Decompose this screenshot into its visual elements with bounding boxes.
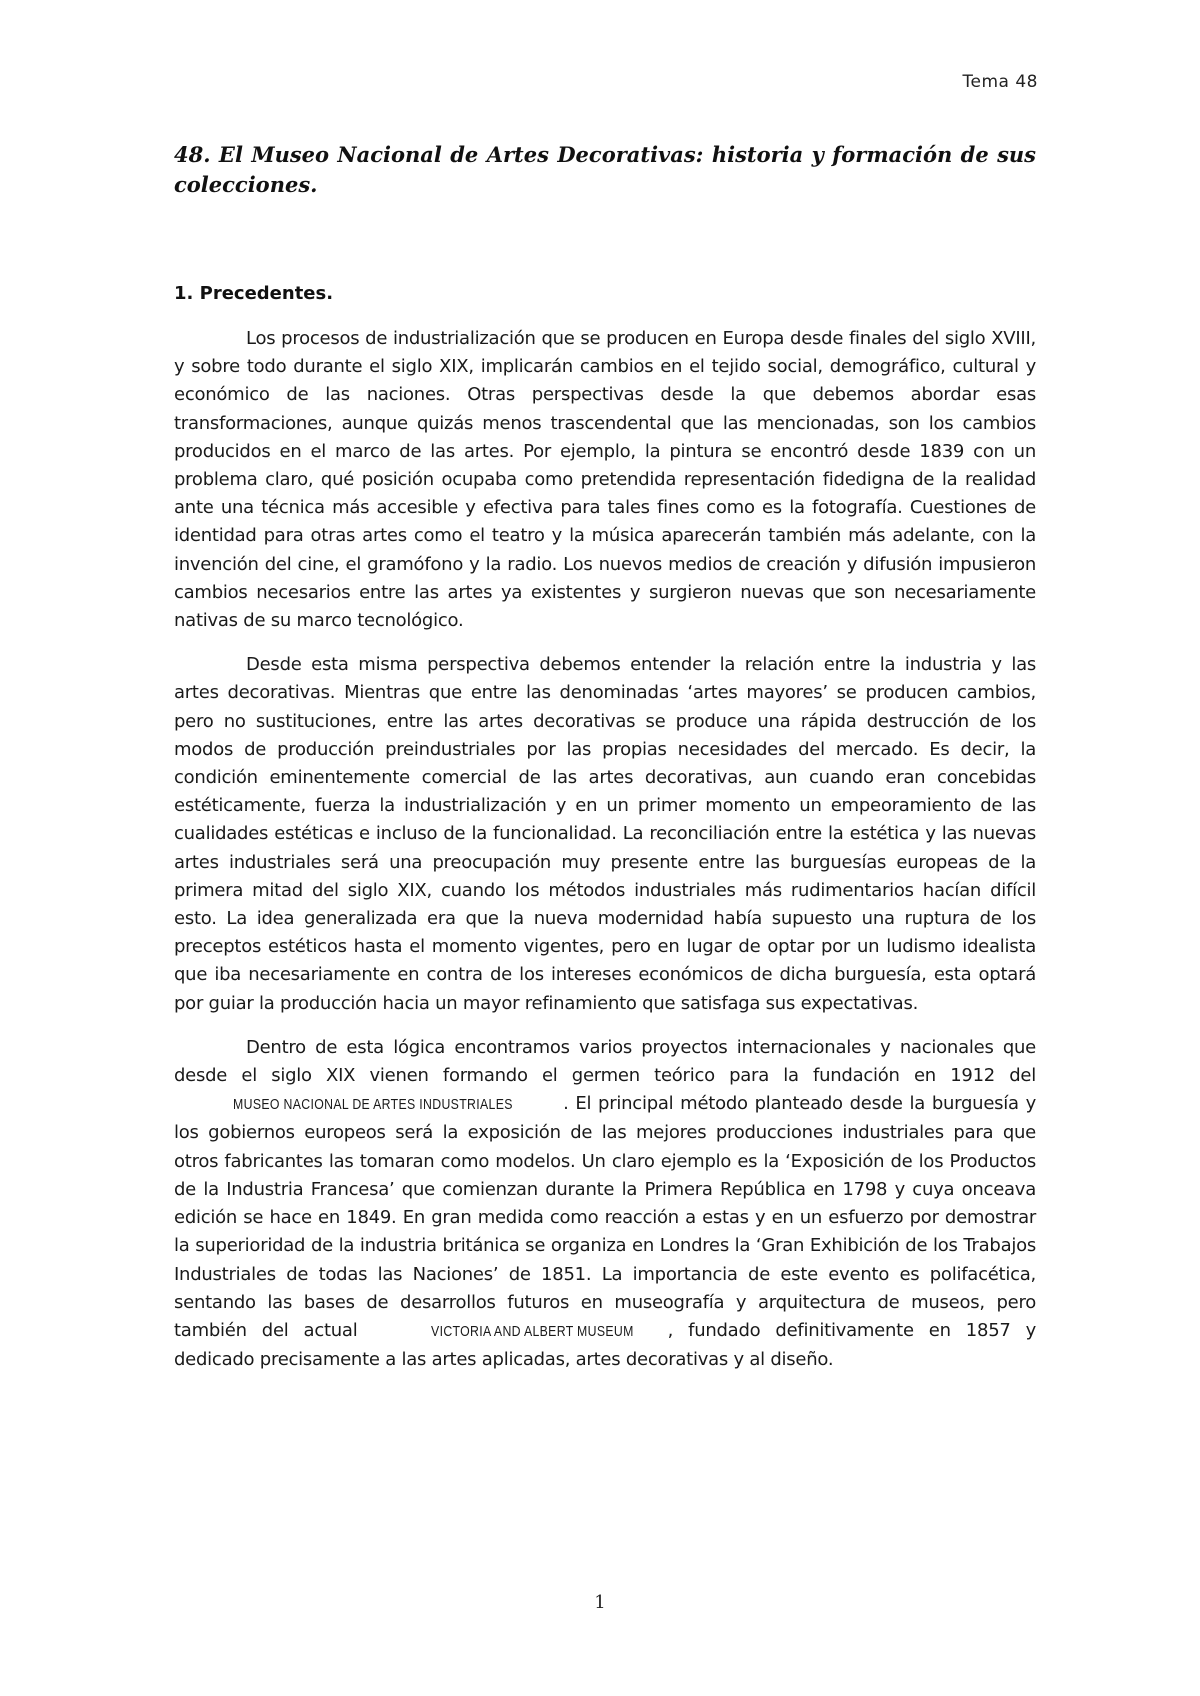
paragraph-2: Desde esta misma perspectiva debemos entender la relación entre la industria y las artes decorativas. Mientras que entre las denominadas ‘artes mayores’ se producen cambios, pero no sustituciones, entre las artes decorativas se produce una rápida destrucción de los modos de producción preindustriales por las propias necesidades del mercado. Es decir, la condición eminentemente comercial de las artes decorativas, aun cuando eran concebidas estéticamente, fuerza la industrialización y en un primer momento un empeoramiento de las cualidades estéticas e incluso de la funcionalidad. La reconciliación entre la estética y las nuevas artes industriales será una preocupación muy presente entre las burguesías europeas de la primera mitad del siglo XIX, cuando los métodos industriales más rudimentarios hacían difícil esto. La idea generalizada era que la nueva modernidad había supuesto una ruptura de los preceptos estéticos hasta el momento vigentes, pero en lugar de optar por un ludismo idealista que iba necesariamente en contra de los intereses económicos de dicha burguesía, esta optará por guiar la producción hacia un mayor refinamiento que satisfaga sus expectativas. xyxy=(174,654,1036,1014)
document-title: 48. El Museo Nacional de Artes Decorativas: historia y formación de sus colecciones. xyxy=(174,142,1036,197)
page-content xyxy=(174,140,1036,1371)
paragraph-3-text-1: Dentro de esta lógica encontramos varios proyectos internacionales y nacionales que desde el siglo XIX vienen formando el germen teórico para la fundación en 1912 del xyxy=(174,1036,1036,1087)
page-number: 1 xyxy=(594,1592,606,1613)
section-heading: 1. Precedentes. xyxy=(174,283,334,304)
museum-name-smallcaps: MUSEO NACIONAL DE ARTES INDUSTRIALES xyxy=(233,1096,513,1114)
paragraph-3 xyxy=(174,1034,1036,1374)
running-head: Tema 48 xyxy=(962,72,1038,92)
body-text xyxy=(174,325,1036,1390)
paragraph-1: Los procesos de industrialización que se producen en Europa desde finales del siglo XVIII, y sobre todo durante el siglo XIX, implicarán cambios en el tejido social, demográfico, cultural y económico de las naciones. Otras perspectivas desde la que debemos abordar esas transformaciones, aunque quizás menos trascendental que las mencionadas, son los cambios producidos en el marco de las artes. Por ejemplo, la pintura se encontró desde 1839 con un problema claro, qué posición ocupaba como pretendida representación fidedigna de la realidad ante una técnica más accesible y efectiva para tales fines como es la fotografía. Cuestiones de identidad para otras artes como el teatro y la música aparecerán también más adelante, con la invención del cine, el gramófono y la radio. Los nuevos medios de creación y difusión impusieron cambios necesarios entre las artes ya existentes y surgieron nuevas que son necesariamente nativas de su marco tecnológico. xyxy=(174,328,1036,632)
paragraph-3-text-3: , fundado definitivamente en 1857 y dedicado precisamente a las artes aplicadas, artes decorativas y al diseño. xyxy=(174,1319,1036,1371)
victoria-albert-smallcaps: VICTORIA AND ALBERT MUSEUM xyxy=(431,1322,635,1340)
paragraph-3-text-2: . El principal método planteado desde la burguesía y los gobiernos europeos será la exposición de las mejores producciones industriales para que otros fabricantes las tomaran como modelos. Un claro ejemplo es la ‘Exposición de los Productos de la Industria Francesa’ que comienzan durante la Primera República en 1798 y cuya onceava edición se hace en 1849. En gran medida como reacción a estas y en un esfuerzo por demostrar la superioridad de la industria británica se organiza en Londres la ‘Gran Exhibición de los Trabajos Industriales de todas las Naciones’ de 1851. La importancia de este evento es polifacética, sentando las bases de desarrollos futuros en museografía y arquitectura de museos, pero también del actual xyxy=(174,1093,1036,1341)
